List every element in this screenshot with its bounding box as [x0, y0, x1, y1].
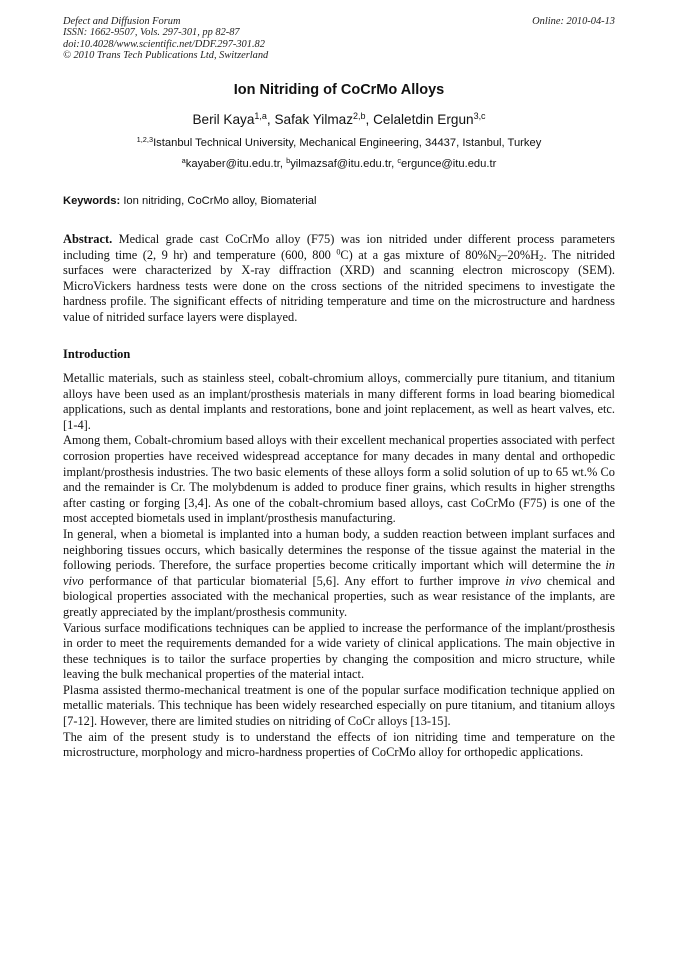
- doi-line: doi:10.4028/www.scientific.net/DDF.297-301.82: [63, 38, 265, 50]
- email-link[interactable]: kayaber@itu.edu.tr,: [185, 158, 283, 170]
- affiliation-superscript: 1,2,3: [136, 134, 154, 144]
- author-name: Celaletdin Ergun: [373, 112, 474, 127]
- email-superscript: a: [181, 155, 186, 165]
- subscript: 2: [496, 252, 502, 263]
- issn-line: ISSN: 1662-9507, Vols. 297-301, pp 82-87: [63, 27, 240, 39]
- email-superscript: b: [286, 155, 291, 165]
- email-list: [0, 155, 678, 170]
- abstract-text: –20%H: [501, 247, 540, 262]
- intro-paragraph: Plasma assisted thermo-mechanical treatment is one of the popular surface modification technique applied on metallic materials. This technique has been widely researched especially on pure titanium, and titanium alloys [7-12]. However, there are limited studies on nitriding of CoCr alloys [13-15].: [63, 682, 615, 729]
- intro-emphasis: in vivo: [63, 558, 615, 588]
- abstract-text: C) at a gas mixture of 80%N: [340, 247, 497, 262]
- email-link[interactable]: ergunce@itu.edu.tr: [401, 158, 497, 170]
- abstract-text: Medical grade cast CoCrMo alloy (F75) was ion nitrided under different process parameters including time (2, 9 hr) and temperature (600, 800: [63, 232, 615, 262]
- intro-text: chemical and biological properties associated with the mechanical properties, such as wear resistance of the implants, are greatly appreciated by the implant/prosthesis community.: [63, 573, 615, 619]
- keywords-text: Ion nitriding, CoCrMo alloy, Biomaterial: [123, 195, 317, 207]
- intro-text: performance of that particular biomaterial [5,6]. Any effort to further improve: [89, 573, 500, 588]
- intro-paragraph: Metallic materials, such as stainless steel, cobalt-chromium alloys, commercially pure titanium, and titanium alloys have been used as an implant/prosthesis materials in many different forms in load bearing biomedical applications, such as dental implants and restorations, bone and joint replacement, as well as heart valves, etc. [1-4].: [63, 371, 615, 432]
- paper-title: Ion Nitriding of CoCrMo Alloys: [233, 82, 445, 98]
- abstract-label: Abstract.: [63, 232, 113, 246]
- author-list: Beril Kaya$^{1,a}$, Safak Yilmaz$^{2,b}$, Celaletdin Ergun$^{3,c}$: [192, 111, 486, 127]
- email-link[interactable]: yilmazsaf@itu.edu.tr,: [290, 158, 395, 170]
- author-superscript: 2,b: [353, 111, 366, 122]
- introduction-body: [63, 371, 615, 761]
- affiliation-text: Istanbul Technical University, Mechanical Engineering, 34437, Istanbul, Turkey: [153, 137, 542, 149]
- intro-text: In general, when a biometal is implanted into a human body, a sudden reaction between implant surfaces and neighboring tissues occurs, which basically determines the response of the tissue against the material in the following periods. Therefore, the surface properties become critically important which will determine the: [63, 526, 615, 573]
- intro-emphasis: in vivo: [505, 573, 542, 588]
- degree-superscript: 0: [336, 247, 341, 257]
- copyright-line: © 2010 Trans Tech Publications Ltd, Switzerland: [63, 50, 269, 62]
- intro-paragraph: Various surface modifications techniques can be applied to increase the performance of the implant/prosthesis in order to meet the requirements demanded for a wide variety of clinical applications. The main objective in these techniques is to tailor the surface properties by changing the composition and micro structure, while leaving the bulk mechanical properties of the material intact.: [63, 620, 615, 682]
- journal-name: Defect and Diffusion Forum: [63, 16, 181, 27]
- author-superscript: 1,a: [254, 111, 267, 122]
- author-name: Beril Kaya: [192, 112, 255, 127]
- intro-paragraph: Among them, Cobalt-chromium based alloys with their excellent mechanical properties associated with perfect corrosion properties have received widespread acceptance for many decades in many dental and orthopedic implant/prosthesis industries. The two basic elements of these alloys form a solid solution of up to 65 wt.% Co and the remainder is Cr. The molybdenum is added to produce finer grains, which results in higher strengths after casting or forging [3,4]. As one of the cobalt-chromium based alloys, cast CoCrMo (F75) is one of the most accepted biometals used in implant/prosthesis manufacturing.: [63, 433, 615, 526]
- abstract-paragraph: [63, 232, 615, 326]
- keywords-label: Keywords:: [63, 195, 121, 207]
- email-superscript: c: [397, 155, 401, 165]
- author-name: Safak Yilmaz: [274, 112, 354, 127]
- affiliation: [0, 134, 678, 149]
- intro-paragraph: [63, 527, 615, 621]
- keywords-line: [63, 195, 615, 207]
- author-superscript: 3,c: [473, 111, 486, 122]
- subscript: 2: [539, 252, 544, 263]
- section-heading-introduction: Introduction: [63, 347, 131, 361]
- intro-paragraph: The aim of the present study is to understand the effects of ion nitriding time and temperature on the microstructure, morphology and micro-hardness properties of CoCrMo alloy for orthopedic applications.: [63, 729, 615, 760]
- online-date: Online: 2010-04-13: [532, 16, 615, 27]
- journal-header: [63, 16, 615, 62]
- abstract-text: . The nitrided surfaces were characterized by X-ray diffraction (XRD) and scanning electron microscopy (SEM). MicroVickers hardness tests were done on the cross sections of the nitrided specimens to investigate the hardness profile. The significant effects of nitriding temperature and time on the microstructure and hardness value of nitrided surface layers were displayed.: [63, 247, 615, 324]
